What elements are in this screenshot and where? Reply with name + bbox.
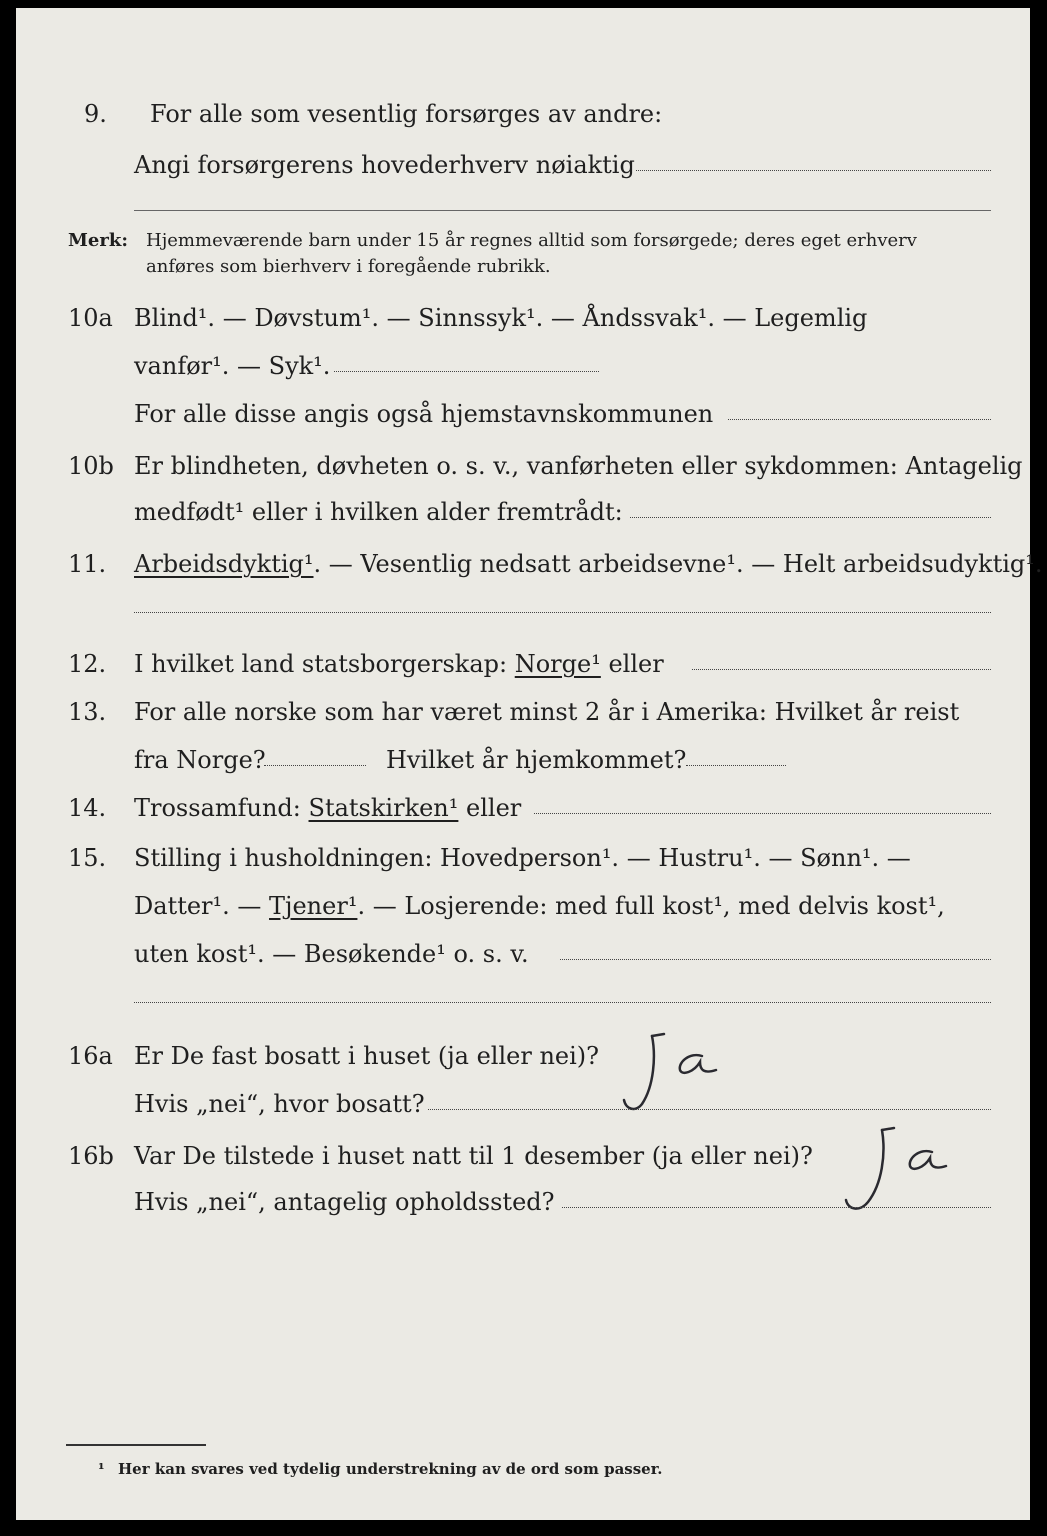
q16b-line2: Hvis „nei“, antagelig opholdssted? — [134, 1188, 555, 1216]
q12-line — [134, 650, 664, 678]
q10a-syk-field[interactable] — [334, 371, 599, 372]
q13-reist-field[interactable] — [264, 765, 366, 766]
q12-post: eller — [600, 650, 664, 678]
q15-number: 15. — [68, 844, 107, 872]
footnote-mark: ¹ — [98, 1460, 105, 1478]
merk-label: Merk: — [68, 230, 128, 251]
q12-number: 12. — [68, 650, 107, 678]
q9-line2: Angi forsørgerens hovederhverv nøiaktig — [134, 151, 635, 179]
q15-stilling-field[interactable] — [560, 959, 991, 960]
q15-line2-post: . — Losjerende: med full kost¹, med delvis kost¹, — [357, 892, 945, 920]
footnote-divider — [66, 1444, 206, 1446]
q16a-line2: Hvis „nei“, hvor bosatt? — [134, 1090, 425, 1118]
q10b-line1: Er blindheten, døvheten o. s. v., vanførheten eller sykdommen: Antagelig — [134, 452, 1023, 480]
q10a-number: 10a — [68, 304, 113, 332]
q11-extra-line[interactable] — [134, 612, 991, 613]
q14-pre: Trossamfund: — [134, 794, 309, 822]
q14-trossamfund-field[interactable] — [534, 813, 991, 814]
q11-line — [134, 550, 1043, 578]
q9-answer-field[interactable] — [636, 170, 991, 171]
q14-line — [134, 794, 521, 822]
q10b-number: 10b — [68, 452, 114, 480]
q15-line2 — [134, 892, 945, 920]
q15-line2-pre: Datter¹. — — [134, 892, 270, 920]
q9-line1: For alle som vesentlig forsørges av andre: — [150, 100, 663, 128]
q11-option-arbeidsdyktig[interactable]: Arbeidsdyktig¹ — [134, 550, 314, 578]
q15-line3: uten kost¹. — Besøkende¹ o. s. v. — [134, 940, 529, 968]
q9-answer-line[interactable] — [134, 210, 991, 211]
q13-hjemkommet-label: Hvilket år hjemkommet? — [386, 746, 687, 774]
q13-reist-label: fra Norge? — [134, 746, 266, 774]
q16b-handwritten-answer[interactable] — [828, 1118, 958, 1218]
q10b-alder-field[interactable] — [630, 517, 991, 518]
q15-line1: Stilling i husholdningen: Hovedperson¹. — Hustru¹. — Sønn¹. — — [134, 844, 911, 872]
q12-pre: I hvilket land statsborgerskap: — [134, 650, 515, 678]
q12-option-norge[interactable]: Norge¹ — [514, 650, 601, 678]
q16b-number: 16b — [68, 1142, 114, 1170]
q14-number: 14. — [68, 794, 107, 822]
q16a-number: 16a — [68, 1042, 113, 1070]
q15-option-tjener[interactable]: Tjener¹ — [269, 892, 358, 920]
q11-number: 11. — [68, 550, 107, 578]
q13-number: 13. — [68, 698, 107, 726]
q15-extra-line[interactable] — [134, 1002, 991, 1003]
q16a-handwritten-answer[interactable] — [612, 1026, 732, 1116]
q12-land-field[interactable] — [692, 669, 991, 670]
census-form-page — [16, 8, 1043, 1520]
q13-hjemkommet-field[interactable] — [686, 765, 786, 766]
footnote-text: Her kan svares ved tydelig understrekning av de ord som passer. — [118, 1460, 663, 1478]
q14-post: eller — [458, 794, 522, 822]
q16b-line1: Var De tilstede i huset natt til 1 desember (ja eller nei)? — [134, 1142, 813, 1170]
merk-line1: Hjemmeværende barn under 15 år regnes alltid som forsørgede; deres eget erhverv — [146, 230, 917, 251]
q16b-opholdssted-field[interactable] — [562, 1207, 991, 1208]
q10a-line2: vanfør¹. — Syk¹. — [134, 352, 331, 380]
q16a-bosatt-field[interactable] — [428, 1109, 991, 1110]
q9-number: 9. — [84, 100, 107, 128]
q10a-kommune-field[interactable] — [728, 419, 991, 420]
q13-line1: For alle norske som har været minst 2 år i Amerika: Hvilket år reist — [134, 698, 960, 726]
merk-line2: anføres som bierhverv i foregående rubrikk. — [146, 256, 551, 277]
q10b-line2: medfødt¹ eller i hvilken alder fremtrådt: — [134, 498, 623, 526]
q14-option-statskirken[interactable]: Statskirken¹ — [308, 794, 459, 822]
q11-rest: . — Vesentlig nedsatt arbeidsevne¹. — Helt arbeidsudyktig¹. — [313, 550, 1043, 578]
q16a-line1: Er De fast bosatt i huset (ja eller nei)? — [134, 1042, 600, 1070]
q10a-line1: Blind¹. — Døvstum¹. — Sinnssyk¹. — Åndssvak¹. — Legemlig — [134, 304, 868, 332]
q10a-line3: For alle disse angis også hjemstavnskommunen — [134, 400, 714, 428]
